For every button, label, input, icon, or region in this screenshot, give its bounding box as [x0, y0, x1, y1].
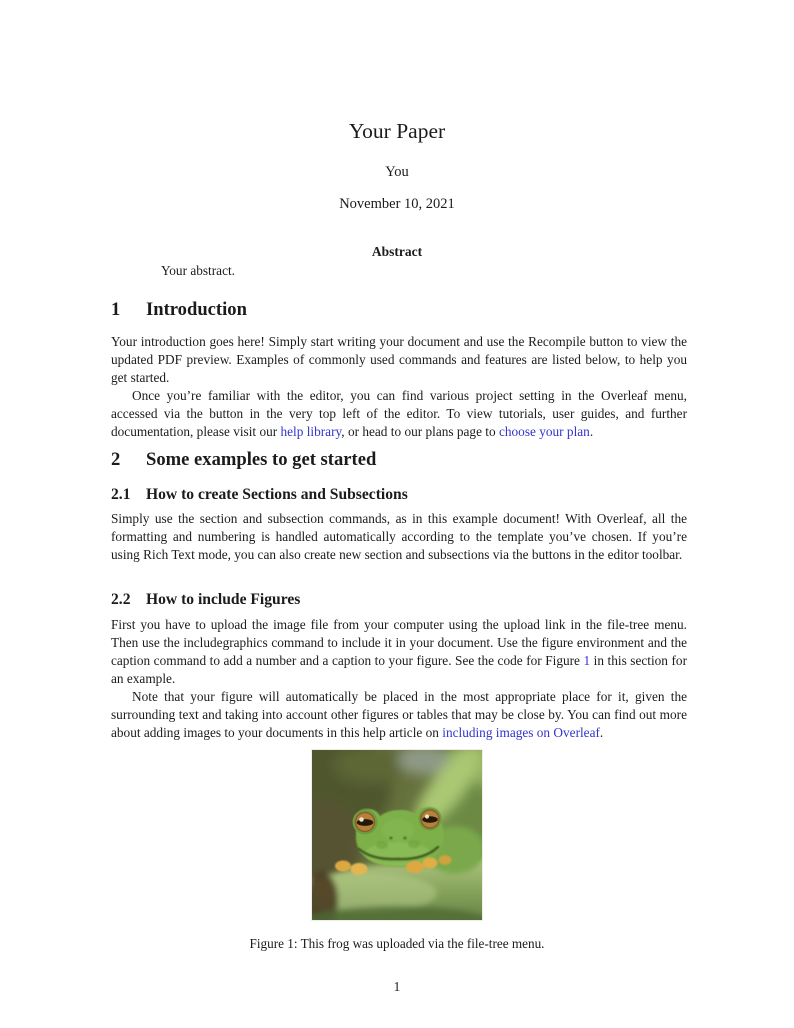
subsection-22-body	[111, 616, 687, 742]
section-2-number: 2	[111, 449, 121, 470]
including-images-link[interactable]: including images on Overleaf	[442, 725, 600, 740]
help-library-link[interactable]: help library	[280, 424, 342, 439]
subsection-21-heading	[111, 486, 687, 504]
frog-photo	[312, 750, 482, 920]
paragraph-text: First you have to upload the image file from your computer using the upload link in the file-tree menu. Then use the includegraphics command to include it in your document. Use the figure environment and the caption command to add a number and a caption to your figure. See the code for Figure	[111, 617, 687, 668]
abstract-text: Your abstract.	[161, 263, 235, 278]
paragraph	[111, 387, 687, 441]
section-2-heading	[111, 449, 687, 471]
figure-caption: Figure 1: This frog was uploaded via the file-tree menu.	[249, 936, 545, 951]
section-1-heading	[111, 299, 687, 321]
paragraph	[111, 510, 687, 564]
subsection-22-number: 2.2	[111, 591, 131, 608]
section-1-body	[111, 333, 687, 441]
paper-author: You	[385, 164, 409, 180]
subsection-21-number: 2.1	[111, 486, 131, 503]
subsection-21-body	[111, 510, 687, 564]
abstract-heading: Abstract	[371, 244, 423, 259]
subsection-21-title: How to create Sections and Subsections	[146, 486, 408, 503]
section-2-title: Some examples to get started	[146, 449, 377, 470]
paper-date: November 10, 2021	[339, 196, 455, 212]
choose-your-plan-link[interactable]: choose your plan	[498, 424, 590, 439]
paragraph	[111, 688, 687, 742]
frog-photo-image	[312, 750, 482, 920]
paper-title: Your Paper	[348, 119, 446, 143]
paragraph-text: Simply use the section and subsection commands, as in this example document! With Overleaf, all the formatting and numbering is handled automatically according to the template you’ve chosen. If you’re using Rich Text mode, you can also create new section and subsections via the buttons in the editor toolbar.	[111, 511, 687, 562]
paragraph-text: .	[589, 424, 594, 439]
section-1-title: Introduction	[146, 299, 247, 320]
paragraph	[111, 333, 687, 387]
subsection-22-title: How to include Figures	[146, 591, 301, 608]
figure-1-ref-link[interactable]: 1	[583, 653, 591, 668]
paragraph-text: Note that your figure will automatically be placed in the most appropriate place for it, given the surrounding text and taking into account other figures or tables that may be close by. You can find out more about adding images to your documents in this help article on	[111, 689, 687, 740]
subsection-22-heading	[111, 591, 687, 609]
paragraph-text: in this section for an example.	[111, 653, 687, 686]
paragraph-text: , or head to our plans page to	[341, 424, 499, 439]
page-number: 1	[393, 979, 401, 994]
paragraph-text: Your introduction goes here! Simply start writing your document and use the Recompile button to view the updated PDF preview. Examples of commonly used commands and features are listed below, to help you get started.	[111, 334, 687, 385]
paragraph-text: .	[599, 725, 604, 740]
paragraph	[111, 616, 687, 688]
paragraph-text: Once you’re familiar with the editor, you can find various project setting in the Overleaf menu, accessed via the button in the very top left of the editor. To view tutorials, user guides, and further documentation, please visit our	[111, 388, 687, 439]
section-1-number: 1	[111, 299, 121, 320]
